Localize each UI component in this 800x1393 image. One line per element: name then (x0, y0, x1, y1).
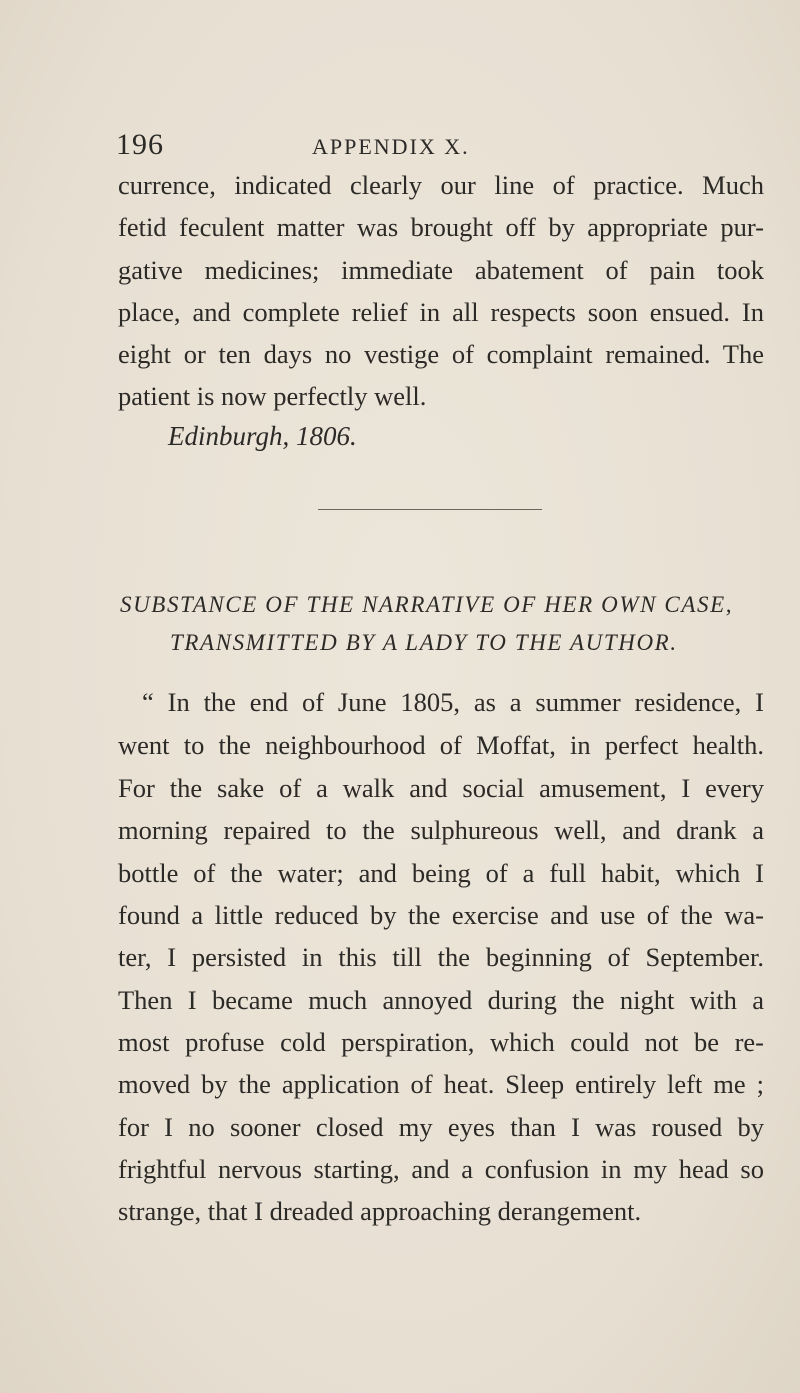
text-line: eight or ten days no vestige of complaint remained. The (118, 339, 764, 369)
text-line: bottle of the water; and being of a full habit, which I (118, 858, 764, 888)
page-number: 196 (116, 128, 164, 161)
text-line: most profuse cold perspiration, which could not be re- (118, 1027, 764, 1057)
place-date-signature: Edinburgh, 1806. (168, 421, 357, 451)
text-line: patient is now perfectly well. (118, 381, 427, 411)
text-line: “ In the end of June 1805, as a summer residence, I (142, 687, 764, 717)
text-line: fetid feculent matter was brought off by appropriate pur- (118, 212, 764, 242)
text-line: moved by the application of heat. Sleep entirely left me ; (118, 1069, 764, 1099)
text-line: strange, that I dreaded approaching derangement. (118, 1196, 642, 1226)
text-line: frightful nervous starting, and a confusion in my head so (118, 1154, 764, 1184)
text-line: gative medicines; immediate abatement of pain took (118, 255, 764, 285)
text-line: For the sake of a walk and social amusement, I every (118, 773, 764, 803)
text-line: went to the neighbourhood of Moffat, in perfect health. (118, 730, 764, 760)
text-line: found a little reduced by the exercise and use of the wa- (118, 900, 764, 930)
running-head: APPENDIX X. (312, 134, 470, 159)
text-line: ter, I persisted in this till the beginning of September. (118, 942, 764, 972)
text-line: Then I became much annoyed during the night with a (118, 985, 764, 1015)
heading-line: TRANSMITTED BY A LADY TO THE AUTHOR. (170, 630, 678, 655)
heading-line: SUBSTANCE OF THE NARRATIVE OF HER OWN CASE, (120, 592, 734, 617)
page-header (0, 128, 800, 168)
text-line: morning repaired to the sulphureous well, and drank a (118, 815, 764, 845)
text-line: currence, indicated clearly our line of practice. Much (118, 170, 764, 200)
text-line: place, and complete relief in all respects soon ensued. In (118, 297, 764, 327)
section-divider (318, 509, 542, 510)
text-line: for I no sooner closed my eyes than I was roused by (118, 1112, 764, 1142)
